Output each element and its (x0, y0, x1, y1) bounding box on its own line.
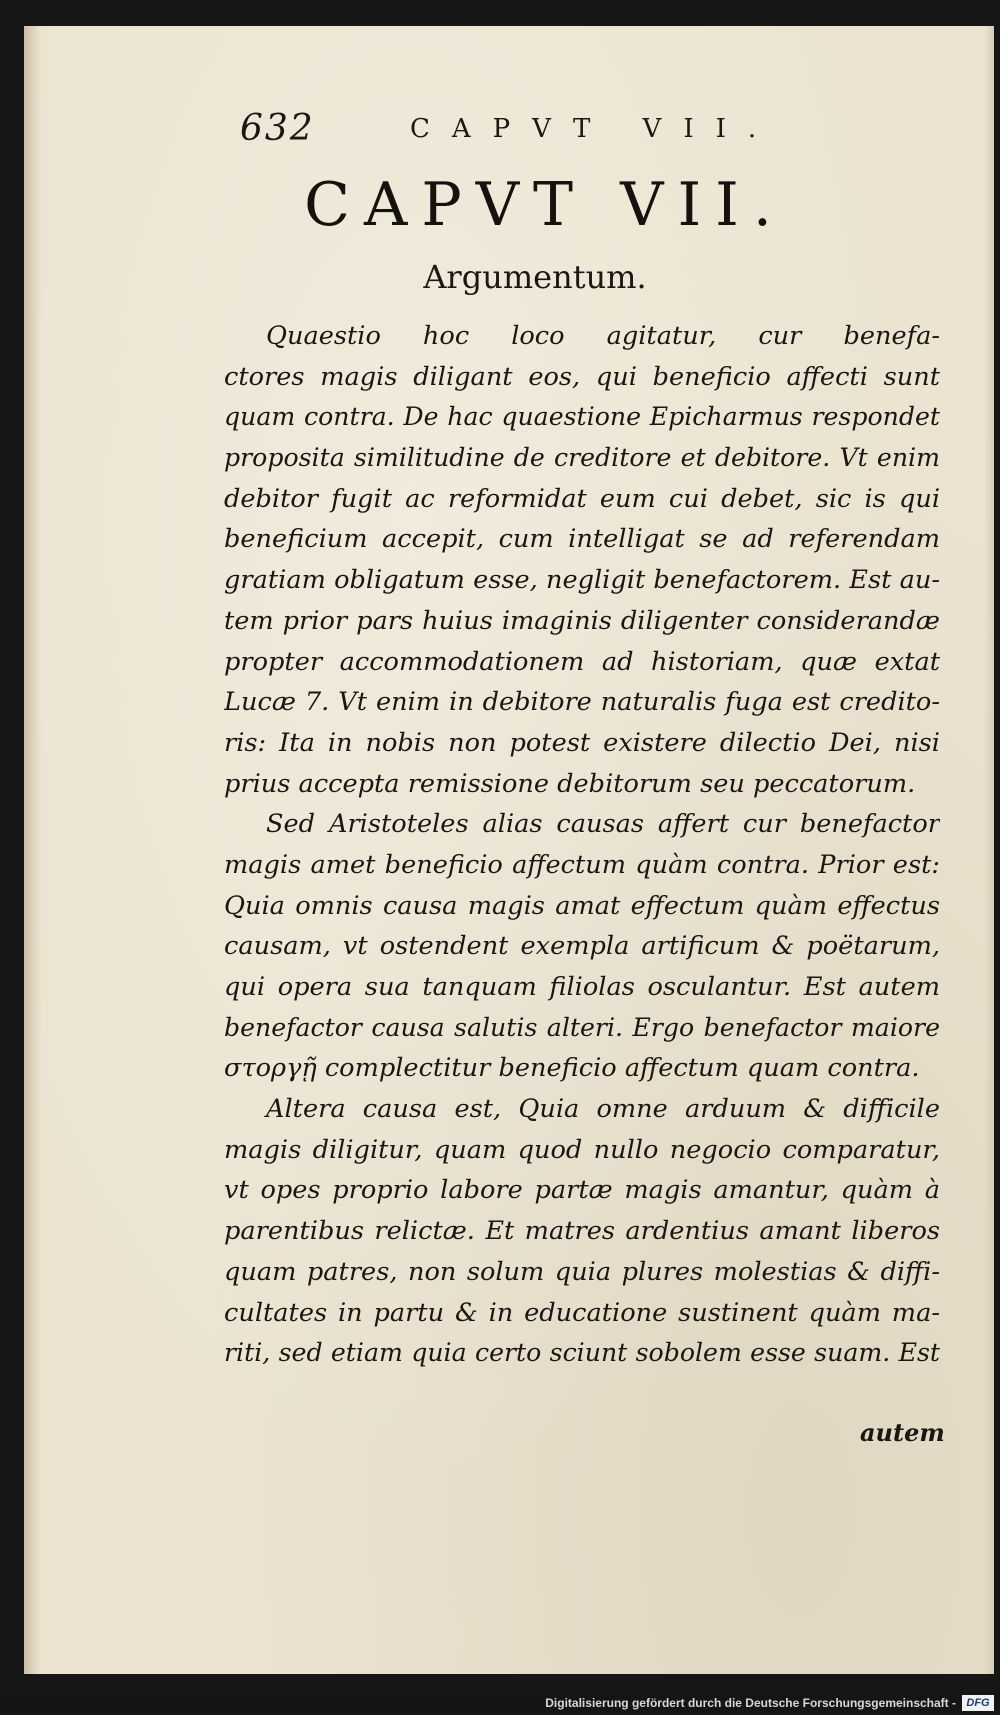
body-text (224, 316, 940, 1374)
funding-credit: Digitalisierung gefördert durch die Deutsche Forschungsgemeinschaft - (545, 1696, 956, 1710)
text-line: Sed Aristoteles alias causas affert cur benefactor (266, 809, 940, 840)
paragraph-3 (224, 1089, 940, 1374)
running-title: CAPVT VII. (410, 114, 779, 144)
text-line: Quia omnis causa magis amat effectum quàm effectus (224, 890, 940, 921)
page-number: 632 (240, 108, 315, 149)
paragraph-1 (224, 316, 940, 804)
text-line: propter accommodationem ad historiam, quæ extat (224, 646, 940, 677)
text-line: vt opes proprio labore partæ magis amantur, quàm à (224, 1175, 940, 1206)
dfg-logo-icon: DFG (962, 1695, 994, 1711)
footer-bar (0, 1692, 1000, 1715)
text-line: quam contra. De hac quaestione Epicharmus respondet (224, 402, 940, 432)
text-line: riti, sed etiam quia certo sciunt sobolem esse suam. Est (224, 1338, 940, 1368)
text-line: quam patres, non solum quia plures molestias & diffi- (224, 1256, 940, 1287)
chapter-title: CAPVT VII. (304, 170, 786, 240)
text-line: Quaestio hoc loco agitatur, cur benefa- (266, 321, 940, 351)
text-line: Lucæ 7. Vt enim in debitore naturalis fuga est credito- (224, 687, 940, 718)
text-line: proposita similitudine de creditore et debitore. Vt enim (224, 443, 940, 473)
text-line: ctores magis diligant eos, qui beneficio affecti sunt (224, 361, 940, 392)
text-line: cultates in partu & in educatione sustinent quàm ma- (224, 1297, 940, 1328)
running-head (240, 108, 840, 158)
text-line: parentibus relictæ. Et matres ardentius amant liberos (224, 1216, 940, 1247)
catchword: autem (860, 1418, 945, 1447)
text-line: beneficium accepit, cum intelligat se ad referendam (224, 524, 940, 555)
text-line: benefactor causa salutis alteri. Ergo benefactor maiore (224, 1012, 940, 1042)
text-line: debitor fugit ac reformidat eum cui debet, sic is qui (224, 483, 940, 514)
text-line: Altera causa est, Quia omne arduum & difficile (266, 1094, 940, 1125)
chapter-subtitle: Argumentum. (423, 258, 647, 296)
text-line: magis diligitur, quam quod nullo negocio comparatur, (224, 1134, 940, 1165)
text-line: magis amet beneficio affectum quàm contra. Prior est: (224, 849, 940, 880)
text-line: ris: Ita in nobis non potest existere dilectio Dei, nisi (224, 727, 940, 758)
text-line: causam, vt ostendent exempla artificum & poëtarum, (224, 931, 940, 962)
paragraph-2 (224, 804, 940, 1089)
text-line: gratiam obligatum esse, negligit benefactorem. Est au- (224, 565, 940, 596)
text-line: prius accepta remissione debitorum seu peccatorum. (224, 768, 916, 799)
text-line: qui opera sua tanquam filiolas osculantur. Est autem (224, 972, 940, 1002)
text-line: στοργῇ complectitur beneficio affectum quam contra. (224, 1053, 920, 1084)
text-line: tem prior pars huius imaginis diligenter considerandæ (224, 605, 940, 636)
